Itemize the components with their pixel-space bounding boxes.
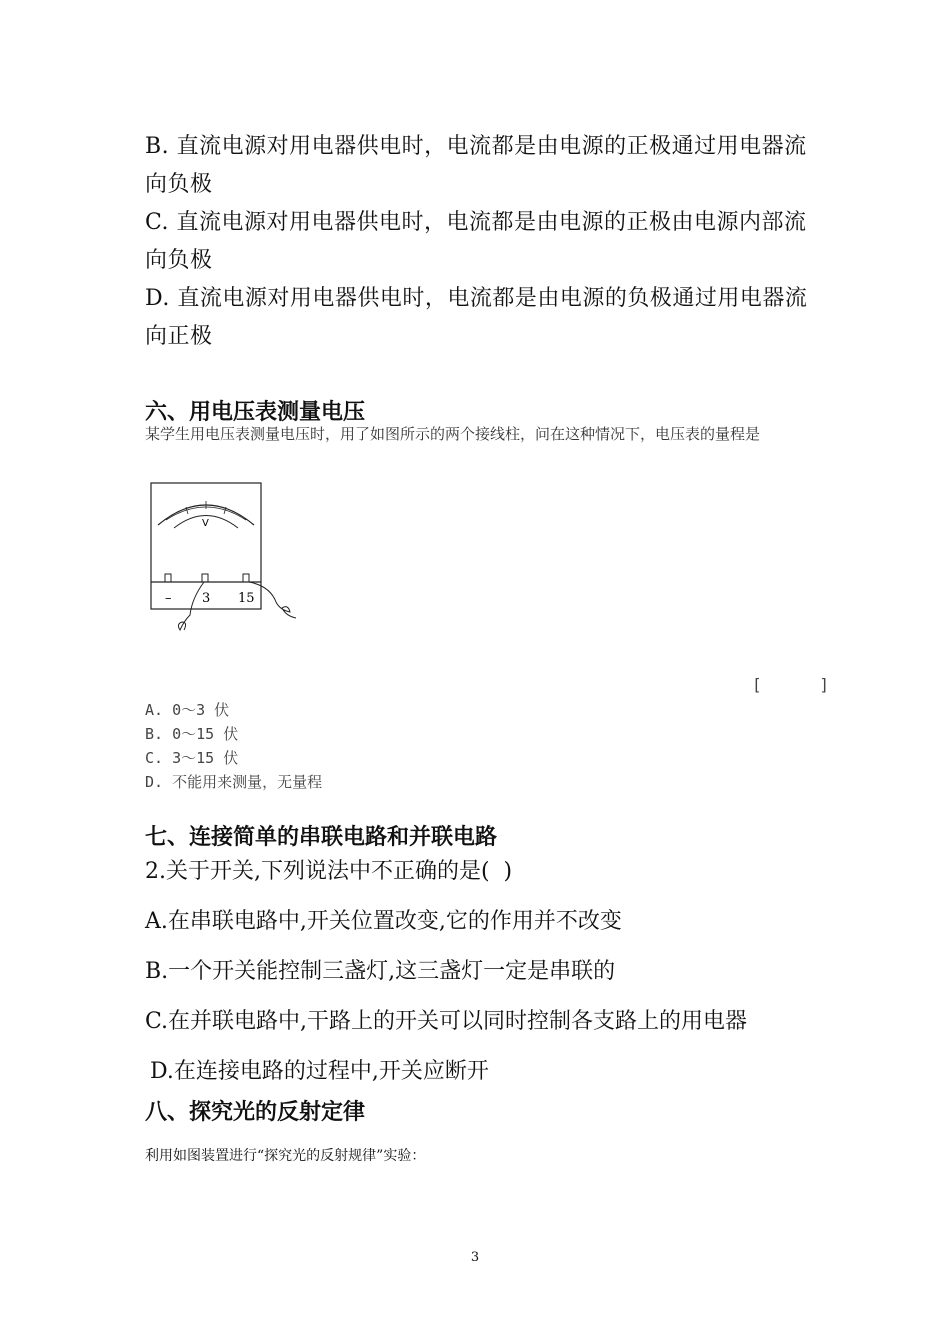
dial-label: V xyxy=(202,518,209,529)
section7-question: 2.关于开关,下列说法中不正确的是( ) xyxy=(145,859,513,884)
section6-question: 某学生用电压表测量电压时，用了如图所示的两个接线柱，问在这种情况下，电压表的量程是 xyxy=(145,425,761,443)
option-a: A. 0～3 伏 xyxy=(145,701,230,719)
section7-option-b: B.一个开关能控制三盏灯,这三盏灯一定是串联的 xyxy=(145,959,616,984)
option-d: D. 直流电源对用电器供电时，电流都是由电源的负极通过用电器流向正极 xyxy=(145,286,808,349)
section7-title: 七、连接简单的串联电路和并联电路 xyxy=(145,825,498,850)
page-number: 3 xyxy=(470,1250,480,1265)
terminal-3: 3 xyxy=(202,591,211,606)
option-d: D. 不能用来测量，无量程 xyxy=(145,773,323,791)
section7-option-a: A.在串联电路中,开关位置改变,它的作用并不改变 xyxy=(145,909,622,934)
voltmeter-figure xyxy=(148,480,308,645)
option-c: C. 3～15 伏 xyxy=(145,749,239,767)
option-b: B. 0～15 伏 xyxy=(145,725,239,743)
section8-question: 利用如图装置进行“探究光的反射规律”实验： xyxy=(145,1148,426,1164)
option-c: C. 直流电源对用电器供电时，电流都是由电源的正极由电源内部流向负极 xyxy=(145,210,807,273)
section6-options xyxy=(145,698,322,794)
section8-title: 八、探究光的反射定律 xyxy=(145,1100,366,1125)
terminal-15: 15 xyxy=(238,591,255,606)
section6-title: 六、用电压表测量电压 xyxy=(145,400,366,425)
answer-bracket: [ ] xyxy=(752,675,830,694)
section5-options xyxy=(145,128,815,356)
option-b: B. 直流电源对用电器供电时，电流都是由电源的正极通过用电器流向负极 xyxy=(145,134,807,197)
section7-option-d: D.在连接电路的过程中,开关应断开 xyxy=(150,1059,489,1084)
section7-option-c: C.在并联电路中,干路上的开关可以同时控制各支路上的用电器 xyxy=(145,1009,748,1034)
terminal-minus: – xyxy=(165,591,172,606)
